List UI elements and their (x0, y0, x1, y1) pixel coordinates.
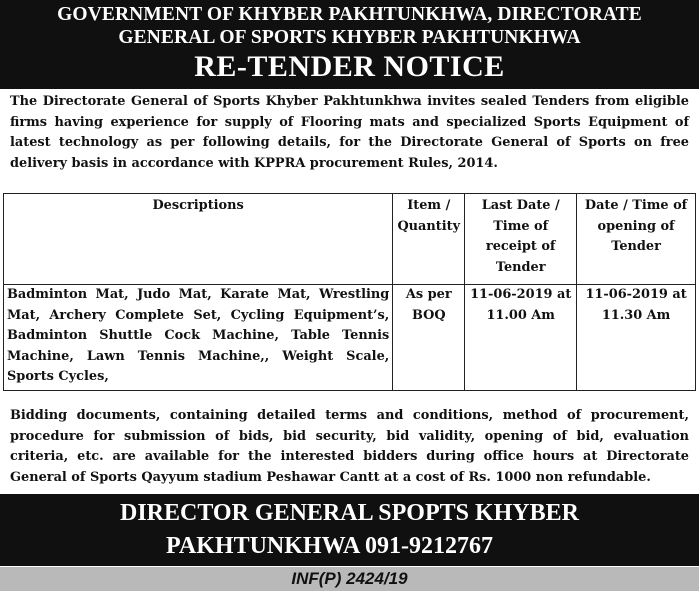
header-opening-date: Date / Time of opening of Tender (577, 194, 696, 285)
header-descriptions: Descriptions (4, 194, 393, 285)
header-last-date: Last Date / Time of receipt of Tender (465, 194, 577, 285)
notice-headline: RE-TENDER NOTICE (194, 50, 505, 83)
cell-quantity: As per BOQ (393, 285, 465, 391)
header-quantity: Item / Quantity (393, 194, 465, 285)
table-header-row (4, 194, 696, 285)
contact-line-1: DIRECTOR GENERAL SPOPTS KHYBER (120, 500, 579, 526)
table-row (4, 285, 696, 391)
contact-band (0, 494, 699, 566)
cell-opening: 11-06-2019 at 11.30 Am (577, 285, 696, 391)
intro-paragraph: The Directorate General of Sports Khyber Pakhtunkhwa invites sealed Tenders from eligible firms having experience for supply of Flooring mats and specialized Sports Equipment of latest technology as per following details, for the Directorate General of Sports on free delivery basis in accordance with KPPRA procurement Rules, 2014. (10, 94, 689, 171)
bidding-info-paragraph: Bidding documents, containing detailed terms and conditions, method of procurement, procedure for submission of bids, bid security, bid validity, opening of bid, evaluation criteria, etc. are available for the interested bidders during office hours at Directorate General of Sports Qayyum stadium Peshawar Cantt at a cost of Rs. 1000 non refundable. (10, 408, 689, 485)
cell-receipt: 11-06-2019 at 11.00 Am (465, 285, 577, 391)
contact-line-2: PAKHTUNKHWA 091-9212767 (166, 533, 493, 559)
header-band (0, 0, 699, 89)
reference-number: INF(P) 2424/19 (0, 567, 699, 591)
org-line-2: GENERAL OF SPORTS KHYBER PAKHTUNKHWA (118, 27, 581, 48)
tender-table (3, 193, 696, 391)
org-line-1: GOVERNMENT OF KHYBER PAKHTUNKHWA, DIRECTORATE (57, 4, 642, 25)
cell-description: Badminton Mat, Judo Mat, Karate Mat, Wrestling Mat, Archery Complete Set, Cycling Equipment’s, Badminton Shuttle Cock Machine, Table Tennis Machine, Lawn Tennis Machine,, Weight Scale, Sports Cycles, (4, 285, 393, 391)
